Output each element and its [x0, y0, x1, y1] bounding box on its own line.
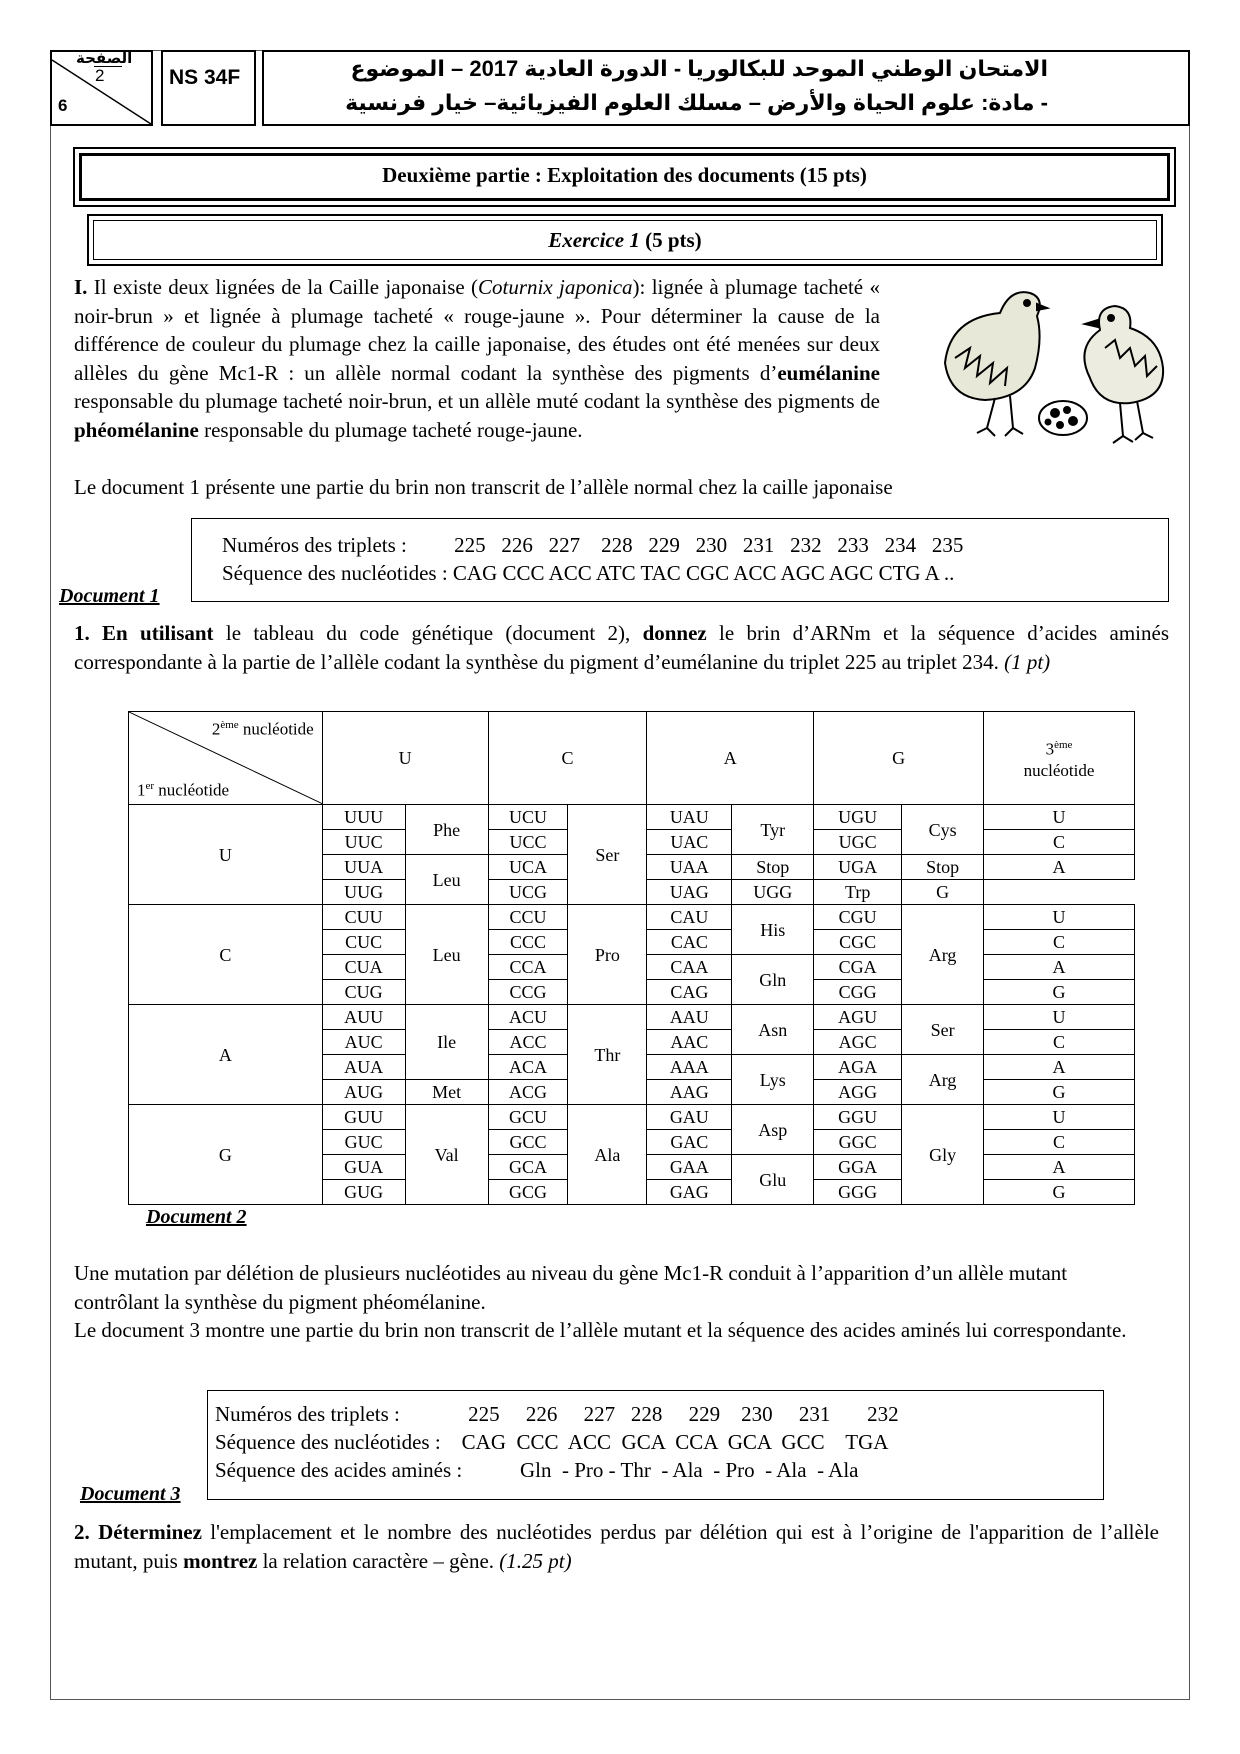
document-3-box	[207, 1390, 1104, 1500]
codon: UAC	[647, 830, 732, 855]
amino-acid: Cys	[902, 805, 984, 855]
question-2: 2. Déterminez l'emplacement et le nombre des nucléotides perdus par délétion qui est à l’origine de l'apparition de l’allèle mutant, puis montrez la relation caractère – gène. (1.25 pt)	[74, 1520, 1159, 1573]
codon: AUC	[322, 1030, 405, 1055]
amino-acid: Pro	[568, 905, 647, 1005]
amino-acid: Ile	[405, 1005, 488, 1080]
amino-acid: Stop	[902, 855, 984, 880]
codon: GGU	[814, 1105, 902, 1130]
codon: UUG	[322, 880, 405, 905]
page-label: الصفحة	[76, 50, 133, 67]
first-nucleotide-header: 1er nucléotide	[137, 780, 230, 800]
amino-acid: Thr	[568, 1005, 647, 1105]
amino-acid: Tyr	[732, 805, 814, 855]
codon: GAG	[647, 1180, 732, 1205]
codon: UGA	[814, 855, 902, 880]
amino-acid: His	[732, 905, 814, 955]
first-base-U: U	[129, 805, 323, 905]
codon: AUA	[322, 1055, 405, 1080]
third-base: U	[984, 1005, 1135, 1030]
amino-acid: Phe	[405, 805, 488, 855]
part-title: Deuxième partie : Exploitation des documents (15 pts)	[382, 163, 867, 187]
codon: CAG	[647, 980, 732, 1005]
third-base: C	[984, 830, 1135, 855]
codon: GUA	[322, 1155, 405, 1180]
mutation-paragraph-1: Une mutation par délétion de plusieurs nucléotides au niveau du gène Mc1-R conduit à l’apparition d’un allèle mutant contrôlant la synthèse du pigment phéomélanine.	[74, 1261, 1068, 1314]
codon: AGA	[814, 1055, 902, 1080]
third-base: A	[984, 955, 1135, 980]
codon: GCG	[488, 1180, 568, 1205]
codon: CGC	[814, 930, 902, 955]
third-nucleotide-header: 3ème nucléotide	[984, 712, 1135, 805]
third-base: G	[984, 980, 1135, 1005]
exam-code-text: NS 34F	[169, 66, 241, 89]
codon: GGG	[814, 1180, 902, 1205]
codon: ACA	[488, 1055, 568, 1080]
exam-title-box	[262, 50, 1190, 126]
part-title-box	[73, 147, 1176, 207]
codon: CAU	[647, 905, 732, 930]
exercise-title-box	[87, 214, 1163, 266]
codon: CCA	[488, 955, 568, 980]
exercise-title: Exercice 1 (5 pts)	[548, 228, 702, 252]
amino-acid: Ser	[902, 1005, 984, 1055]
codon: CGG	[814, 980, 902, 1005]
exam-code	[161, 50, 256, 126]
codon: AGU	[814, 1005, 902, 1030]
exam-title-line2: - مادة: علوم الحياة والأرض – مسلك العلوم الفيزيائية– خيار فرنسية	[345, 90, 1048, 115]
amino-acid: Val	[405, 1105, 488, 1205]
codon: UUA	[322, 855, 405, 880]
third-base: G	[902, 880, 984, 905]
codon: GAU	[647, 1105, 732, 1130]
first-base-C: C	[129, 905, 323, 1005]
amino-acid: Lys	[732, 1055, 814, 1105]
codon: AAC	[647, 1030, 732, 1055]
doc1-intro: Le document 1 présente une partie du brin non transcrit de l’allèle normal chez la caille japonaise	[74, 475, 893, 499]
codon: GUU	[322, 1105, 405, 1130]
second-nucleotide-header: 2ème nucléotide	[211, 719, 314, 739]
codon: UGU	[814, 805, 902, 830]
codon: GUG	[322, 1180, 405, 1205]
amino-acid: Glu	[732, 1155, 814, 1205]
codon: CCU	[488, 905, 568, 930]
codon: CAA	[647, 955, 732, 980]
amino-acid: Asn	[732, 1005, 814, 1055]
amino-acid: Ser	[568, 805, 647, 905]
codon: CUA	[322, 955, 405, 980]
codon: UAA	[647, 855, 732, 880]
doc1-triplet-numbers: Numéros des triplets : 225 226 227 228 229 230 231 232 233 234 235	[222, 533, 964, 557]
page-number-box	[50, 50, 153, 126]
codon: AUU	[322, 1005, 405, 1030]
amino-acid: Gly	[902, 1105, 984, 1205]
third-base: A	[984, 855, 1135, 880]
codon: AAG	[647, 1080, 732, 1105]
col-header-A: A	[647, 712, 814, 805]
codon: CGU	[814, 905, 902, 930]
doc3-nucleotide-sequence: Séquence des nucléotides : CAG CCC ACC GCA CCA GCA GCC TGA	[215, 1430, 889, 1454]
first-base-A: A	[129, 1005, 323, 1105]
codon: GAC	[647, 1130, 732, 1155]
codon: GUC	[322, 1130, 405, 1155]
amino-acid: Met	[405, 1080, 488, 1105]
codon: GCU	[488, 1105, 568, 1130]
codon: CCC	[488, 930, 568, 955]
codon: GCA	[488, 1155, 568, 1180]
third-base: C	[984, 930, 1135, 955]
question-1: 1. En utilisant le tableau du code génétique (document 2), donnez le brin d’ARNm et la séquence d’acides aminés correspondante à la partie de l’allèle codant la synthèse du pigment d’eumélanine du triplet 225 au triplet 234. (1 pt)	[74, 621, 1169, 674]
page-number: 2	[95, 66, 105, 85]
table-corner-cell	[129, 712, 323, 805]
codon: AAA	[647, 1055, 732, 1080]
mutation-paragraph-2: Le document 3 montre une partie du brin non transcrit de l’allèle mutant et la séquence des acides aminés lui correspondante.	[74, 1318, 1127, 1342]
third-base: C	[984, 1030, 1135, 1055]
amino-acid: Ala	[568, 1105, 647, 1205]
third-base: A	[984, 1055, 1135, 1080]
codon: GGA	[814, 1155, 902, 1180]
intro-paragraph: I. Il existe deux lignées de la Caille japonaise (Coturnix japonica): lignée à plumage tacheté « noir-brun » et lignée à plumage tacheté « rouge-jaune ». Pour déterminer la cause de la différence de couleur du plumage chez la caille japonaise, des études ont été menées sur deux allèles du gène Mc1-R : un allèle normal codant la synthèse des pigments d’eumélanine responsable du plumage tacheté noir-brun, et un allèle muté codant la synthèse des pigments de phéomélanine responsable du plumage tacheté rouge-jaune.	[74, 275, 880, 442]
document-3-label: Document 3	[80, 1483, 181, 1505]
third-base: C	[984, 1130, 1135, 1155]
codon: CGA	[814, 955, 902, 980]
amino-acid: Leu	[405, 905, 488, 1005]
codon: GGC	[814, 1130, 902, 1155]
codon: UCC	[488, 830, 568, 855]
codon: GCC	[488, 1130, 568, 1155]
codon: UCG	[488, 880, 568, 905]
third-base: U	[984, 905, 1135, 930]
codon: UAU	[647, 805, 732, 830]
codon: AUG	[322, 1080, 405, 1105]
document-1-box	[191, 518, 1169, 602]
codon: UUU	[322, 805, 405, 830]
codon: AAU	[647, 1005, 732, 1030]
codon: CUG	[322, 980, 405, 1005]
amino-acid: Leu	[405, 855, 488, 905]
codon: ACU	[488, 1005, 568, 1030]
codon: ACG	[488, 1080, 568, 1105]
codon: UGC	[814, 830, 902, 855]
amino-acid: Asp	[732, 1105, 814, 1155]
first-base-G: G	[129, 1105, 323, 1205]
genetic-code-table	[128, 711, 1135, 1205]
document-2-label: Document 2	[146, 1206, 247, 1228]
quail-illustration	[915, 268, 1175, 458]
exam-title-line1: الامتحان الوطني الموحد للبكالوريا - الدورة العادية 2017 – الموضوع	[350, 56, 1048, 81]
col-header-C: C	[488, 712, 647, 805]
codon: UCA	[488, 855, 568, 880]
codon: AGC	[814, 1030, 902, 1055]
codon: CAC	[647, 930, 732, 955]
third-base: A	[984, 1155, 1135, 1180]
doc3-amino-acid-sequence: Séquence des acides aminés : Gln - Pro - Thr - Ala - Pro - Ala - Ala	[215, 1458, 859, 1482]
codon: UCU	[488, 805, 568, 830]
amino-acid: Arg	[902, 905, 984, 1005]
amino-acid: Trp	[814, 880, 902, 905]
codon: GAA	[647, 1155, 732, 1180]
codon: UAG	[647, 880, 732, 905]
total-pages: 6	[58, 96, 68, 115]
codon: ACC	[488, 1030, 568, 1055]
col-header-U: U	[322, 712, 488, 805]
third-base: U	[984, 1105, 1135, 1130]
codon: AGG	[814, 1080, 902, 1105]
amino-acid: Arg	[902, 1055, 984, 1105]
amino-acid: Gln	[732, 955, 814, 1005]
codon: CCG	[488, 980, 568, 1005]
amino-acid: Stop	[732, 855, 814, 880]
codon: CUU	[322, 905, 405, 930]
codon: UUC	[322, 830, 405, 855]
third-base: G	[984, 1180, 1135, 1205]
third-base: U	[984, 805, 1135, 830]
doc3-triplet-numbers: Numéros des triplets : 225 226 227 228 229 230 231 232	[215, 1402, 899, 1426]
col-header-G: G	[814, 712, 984, 805]
codon: UGG	[732, 880, 814, 905]
codon: CUC	[322, 930, 405, 955]
third-base: G	[984, 1080, 1135, 1105]
document-1-label: Document 1	[59, 585, 160, 607]
doc1-nucleotide-sequence: Séquence des nucléotides : CAG CCC ACC ATC TAC CGC ACC AGC AGC CTG A ..	[222, 561, 955, 585]
